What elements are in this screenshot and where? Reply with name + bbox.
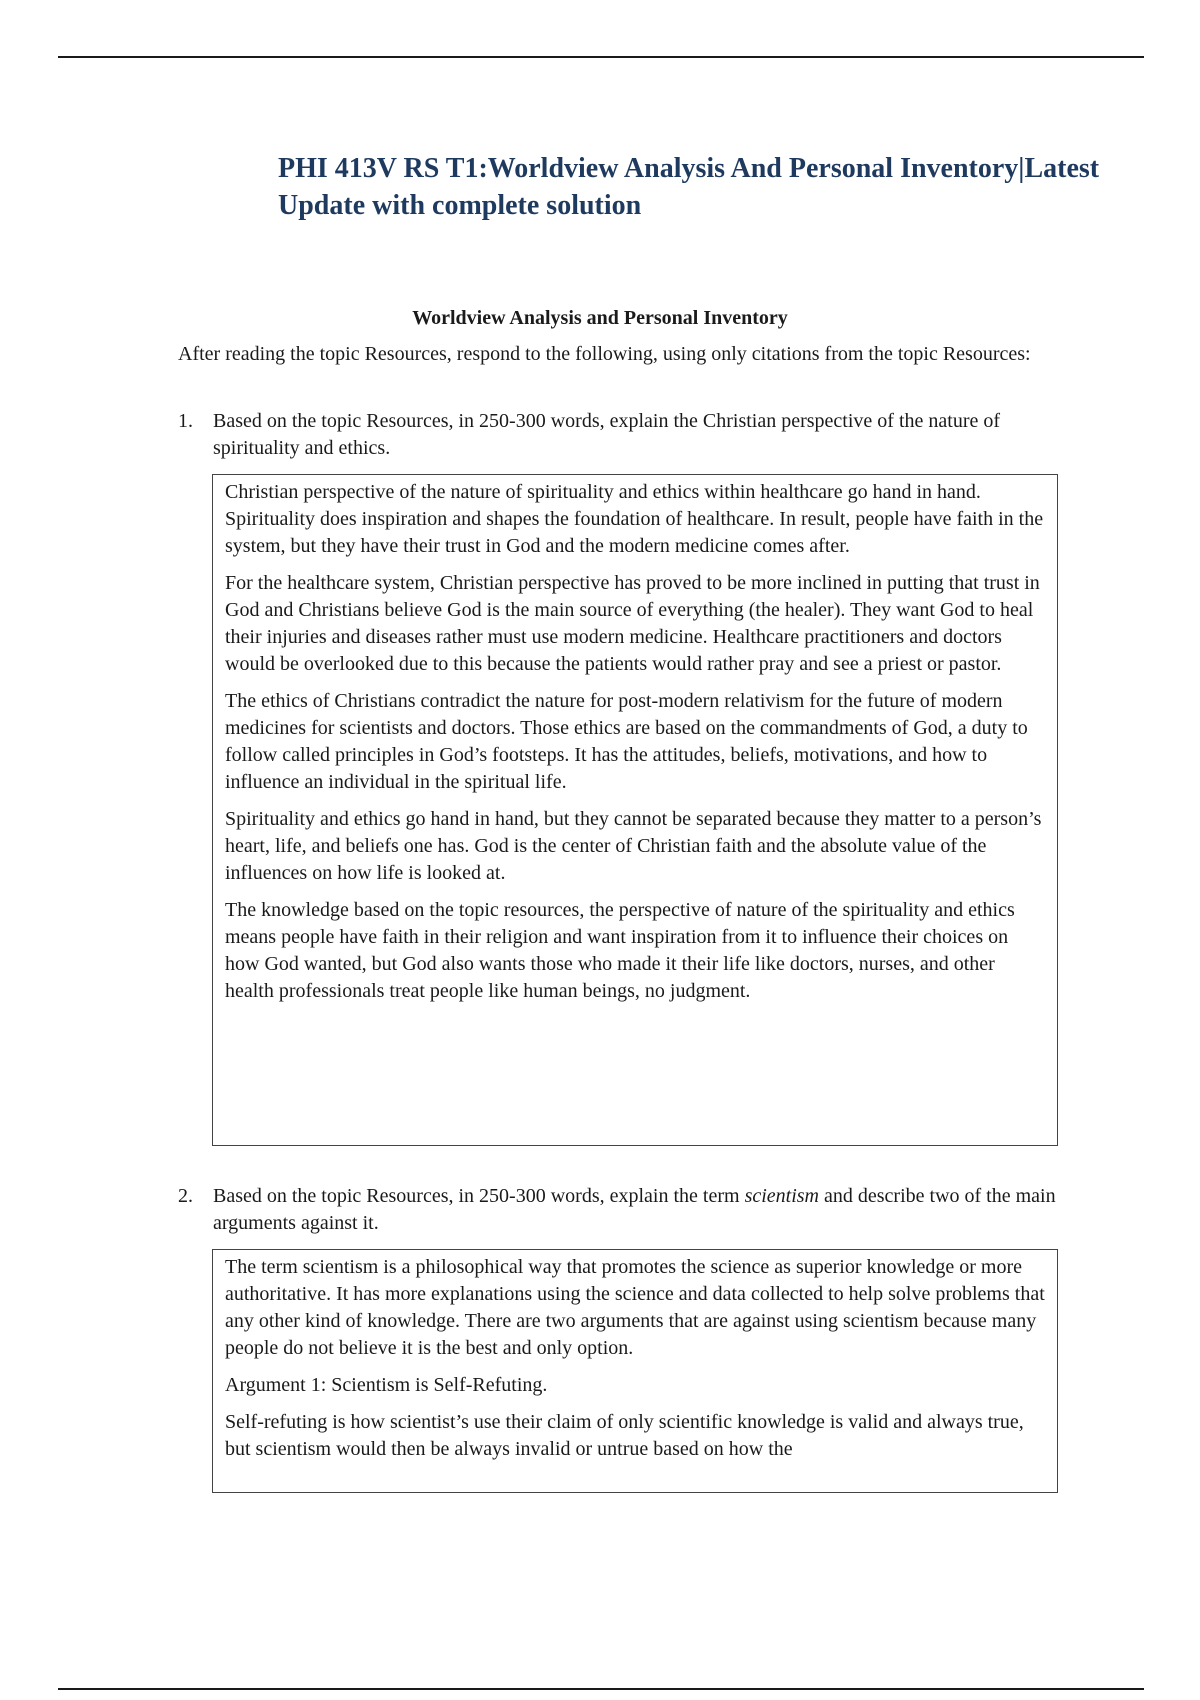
intro-paragraph: After reading the topic Resources, respond to the following, using only citations from the topic Resources: (178, 343, 1031, 365)
answer-paragraph: Self-refuting is how scientist’s use their claim of only scientific knowledge is valid and always true, but scientism would then be always invalid or untrue based on how the (225, 1411, 1024, 1460)
question-2 (178, 1183, 1058, 1237)
answer-paragraph: The ethics of Christians contradict the nature for post-modern relativism for the future of modern medicines for scientists and doctors. Those ethics are based on the commandments of God, a duty to follow called principles in God’s footsteps. It has the attitudes, beliefs, motivations, and how to influence an individual in the spiritual life. (225, 690, 1028, 793)
answer-paragraph: Argument 1: Scientism is Self-Refuting. (225, 1374, 548, 1396)
answer-paragraph: The knowledge based on the topic resources, the perspective of nature of the spirituality and ethics means people have faith in their religion and want inspiration from it to influence their choices on how God wanted, but God also wants those who made it their life like doctors, nurses, and other health professionals treat people like human beings, no judgment. (225, 899, 1015, 1002)
question-number: 1. (178, 410, 193, 432)
question-text-start: Based on the topic Resources, in 250-300 words, explain the term (213, 1185, 745, 1207)
answer-box-1 (212, 474, 1058, 1146)
section-heading: Worldview Analysis and Personal Inventory (412, 307, 788, 329)
question-1 (178, 408, 1058, 462)
question-text (213, 1183, 1058, 1237)
question-number: 2. (178, 1185, 193, 1207)
answer-box-2 (212, 1249, 1058, 1493)
answer-paragraph: Christian perspective of the nature of spirituality and ethics within healthcare go hand in hand. Spirituality does inspiration and shapes the foundation of healthcare. In result, people have faith in the system, but they have their trust in God and the modern medicine comes after. (225, 481, 1044, 557)
question-emphasis-term: scientism (744, 1185, 819, 1207)
top-rule (58, 56, 1144, 58)
answer-paragraph: The term scientism is a philosophical way that promotes the science as superior knowledge or more authoritative. It has more explanations using the science and data collected to help solve problems that any other kind of knowledge. There are two arguments that are against using scientism because many people do not believe it is the best and only option. (225, 1256, 1045, 1359)
bottom-rule (58, 1688, 1144, 1690)
document-title: PHI 413V RS T1:Worldview Analysis And Personal Inventory|Latest Update with complete solution (278, 153, 1100, 221)
answer-paragraph: For the healthcare system, Christian perspective has proved to be more inclined in putting that trust in God and Christians believe God is the main source of everything (the healer). They want God to heal their injuries and diseases rather must use modern medicine. Healthcare practitioners and doctors would be overlooked due to this because the patients would rather pray and see a priest or pastor. (225, 572, 1040, 675)
question-text-end: and describe two of the main arguments against it. (213, 1185, 1056, 1234)
question-text: Based on the topic Resources, in 250-300 words, explain the Christian perspective of the nature of spirituality and ethics. (213, 410, 1001, 459)
answer-paragraph: Spirituality and ethics go hand in hand, but they cannot be separated because they matter to a person’s heart, life, and beliefs one has. God is the center of Christian faith and the absolute value of the influences on how life is looked at. (225, 808, 1042, 884)
